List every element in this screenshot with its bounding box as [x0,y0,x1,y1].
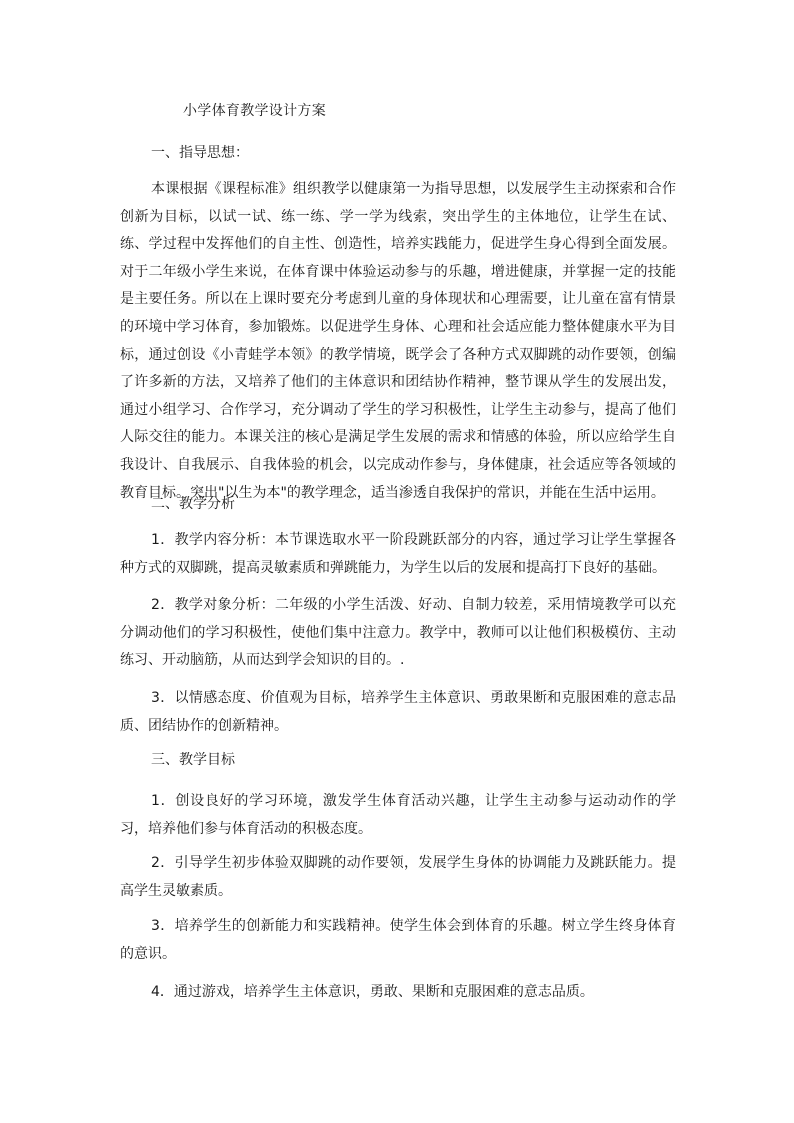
list-item-student-analysis: 2．教学对象分析：二年级的小学生活泼、好动、自制力较差，采用情境教学可以充分调动他们的学习积极性，使他们集中注意力。教学中，教师可以让他们积极模仿、主动练习、开动脑筋，从而达到学会知识的目的。. [120,597,676,669]
list-item-goal-1: 1．创设良好的学习环境，激发学生体育活动兴趣，让学生主动参与运动动作的学习，培养他们参与体育活动的积极态度。 [120,793,676,837]
list-item-goal-3: 3．培养学生的创新能力和实践精神。使学生体会到体育的乐趣。树立学生终身体育的意识。 [120,918,676,962]
list-item-goal-2: 2．引导学生初步体验双脚跳的动作要领，发展学生身体的协调能力及跳跃能力。提高学生灵敏素质。 [120,855,676,899]
section-heading-guiding-thought: 一、指导思想： [151,145,249,161]
paragraph-guiding-thought: 本课根据《课程标准》组织教学以健康第一为指导思想，以发展学生主动探索和合作创新为目标，以试一试、练一练、学一学为线索，突出学生的主体地位，让学生在试、练、学过程中发挥他们的自主性、创造性，培养实践能力，促进学生身心得到全面发展。对于二年级小学生来说，在体育课中体验运动参与的乐趣，增进健康，并掌握一定的技能是主要任务。所以在上课时要充分考虑到儿童的身体现状和心理需要，让儿童在富有情景的环境中学习体育，参加锻炼。以促进学生身体、心理和社会适应能力整体健康水平为目标，通过创设《小青蛙学本领》的教学情境，既学会了各种方式双脚跳的动作要领，创编了许多新的方法，又培养了他们的主体意识和团结协作精神，整节课从学生的发展出发，通过小组学习、合作学习，充分调动了学生的学习积极性，让学生主动参与，提高了他们人际交往的能力。本课关注的核心是满足学生发展的需求和情感的体验，所以应给学生自我设计、自我展示、自我体验的机会，以完成动作参与，身体健康，社会适应等各领域的教育目标。突出"以生为本"的教学理念，适当渗透自我保护的常识，并能在生活中运用。 [120,181,676,501]
list-item-content-analysis: 1．教学内容分析：本节课选取水平一阶段跳跃部分的内容，通过学习让学生掌握各种方式的双脚跳，提高灵敏素质和弹跳能力，为学生以后的发展和提高打下良好的基础。 [120,532,676,576]
section-heading-teaching-analysis: 二、教学分析 [151,496,235,512]
list-item-emotional-goal: 3．以情感态度、价值观为目标，培养学生主体意识、勇敢果断和克服困难的意志品质、团结协作的创新精神。 [120,690,676,734]
document-title: 小学体育教学设计方案 [183,103,326,119]
section-heading-teaching-goals: 三、教学目标 [151,752,235,768]
list-item-goal-4: 4．通过游戏，培养学生主体意识，勇敢、果断和克服困难的意志品质。 [151,984,594,1000]
